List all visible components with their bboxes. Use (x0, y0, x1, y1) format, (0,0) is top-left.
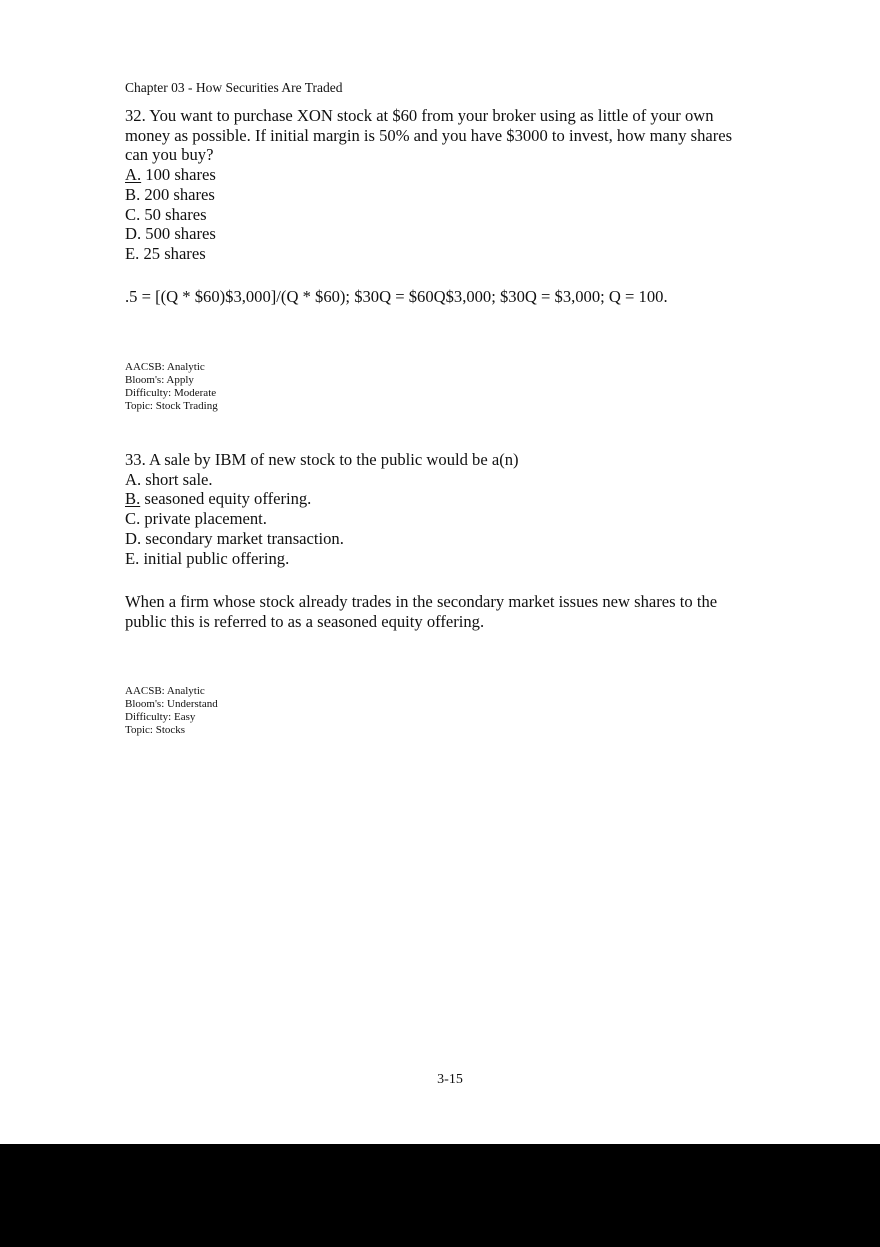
option-letter: D. (125, 224, 142, 244)
page-number: 3-15 (437, 1072, 463, 1087)
option-letter: C. (125, 509, 141, 529)
answer-option-e (125, 549, 765, 569)
topic-tag: Topic: Stocks (125, 723, 186, 736)
topic-tag: Topic: Stock Trading (125, 399, 218, 412)
option-text: secondary market transaction. (141, 528, 344, 548)
answer-option-b (125, 185, 765, 205)
option-text: 25 shares (139, 243, 206, 263)
answer-option-c (125, 205, 765, 225)
option-letter: A. (125, 469, 142, 489)
explanation-line: public this is referred to as a seasoned equity offering. (125, 611, 485, 631)
explanation-32 (125, 287, 765, 307)
letterbox-bar (0, 1144, 880, 1247)
answer-option-d (125, 529, 765, 549)
option-letter: C. (125, 204, 141, 224)
question-32-metadata (125, 361, 218, 413)
correct-answer-letter: A. (125, 165, 142, 185)
option-letter: D. (125, 528, 142, 548)
option-text: seasoned equity offering. (140, 489, 312, 509)
blooms-tag: Bloom's: Understand (125, 697, 218, 710)
aacsb-tag: AACSB: Analytic (125, 361, 205, 373)
question-stem-line: 32. You want to purchase XON stock at $60 from your broker using as little of your own (125, 106, 714, 125)
answer-option-a (125, 165, 765, 185)
explanation-line: .5 = [(Q * $60)$3,000]/(Q * $60); $30Q = $60Q$3,000; $30Q = $3,000; Q = 100. (125, 287, 668, 306)
option-text: initial public offering. (139, 548, 290, 568)
option-letter: E. (125, 243, 140, 263)
option-letter: E. (125, 548, 140, 568)
question-32 (125, 106, 765, 264)
difficulty-tag: Difficulty: Moderate (125, 386, 217, 399)
question-33 (125, 450, 765, 568)
question-stem-line: 33. A sale by IBM of new stock to the public would be a(n) (125, 450, 519, 469)
aacsb-tag: AACSB: Analytic (125, 685, 205, 697)
option-text: 200 shares (140, 184, 215, 204)
option-text: 500 shares (141, 224, 216, 244)
question-stem-line: can you buy? (125, 145, 214, 165)
answer-option-d (125, 224, 765, 244)
chapter-header: Chapter 03 - How Securities Are Traded (125, 80, 343, 95)
option-text: short sale. (141, 469, 213, 489)
correct-answer-letter: B. (125, 489, 141, 509)
answer-option-c (125, 509, 765, 529)
option-text: 50 shares (140, 204, 207, 224)
blooms-tag: Bloom's: Apply (125, 373, 194, 386)
option-text: private placement. (140, 509, 267, 529)
question-33-metadata (125, 685, 218, 737)
answer-option-e (125, 244, 765, 264)
explanation-line: When a firm whose stock already trades in the secondary market issues new shares to the (125, 592, 718, 611)
question-stem-line: money as possible. If initial margin is 50% and you have $3000 to invest, how many shares (125, 125, 733, 145)
explanation-33 (125, 592, 765, 631)
answer-option-a (125, 470, 765, 490)
answer-option-b (125, 489, 765, 509)
difficulty-tag: Difficulty: Easy (125, 710, 196, 723)
option-letter: B. (125, 184, 141, 204)
option-text: 100 shares (141, 165, 216, 185)
